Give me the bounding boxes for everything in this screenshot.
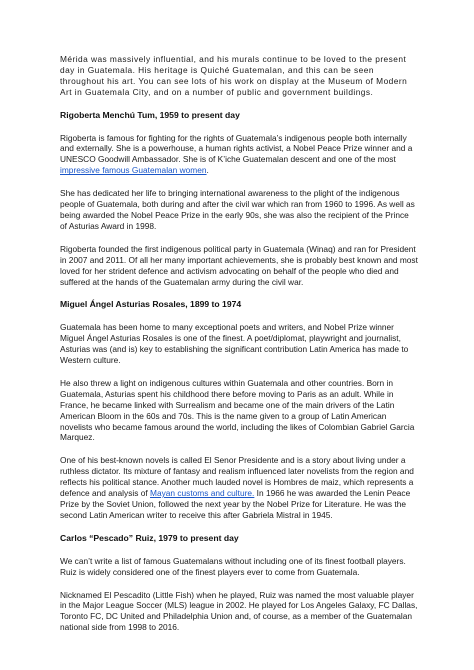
rigoberta-paragraph-1: [60, 133, 418, 177]
miguel-paragraph-2: He also threw a light on indigenous cultures within Guatemala and other countries. Born in Guatemala, Asturias spent his childhood there before moving to Paris as an adult. While in France, he became linked with Surrealism and became one of the main drivers of the Latin American Bloom in the 60s and 70s. This is the name given to a group of Latin American novelists who became famous around the world, including the likes of Colombian Gabriel Garcia Marquez.: [60, 377, 415, 443]
rigoberta-paragraph-3: Rigoberta founded the first indigenous political party in Guatemala (Winaq) and ran for President in 2007 and 2011. Of all her many important achievements, she is probably best known and most loved for her strident defence and activism advocating on behalf of the people who died and suffered at the hands of the Guatemalan army during the civil war.: [60, 243, 418, 287]
rigoberta-paragraph-2: She has dedicated her life to bringing international awareness to the plight of the indigenous people of Guatemala, both during and after the civil war which ran from 1960 to 1996. As well as being awarded the Nobel Peace Prize in the early 90s, she was also the recipient of the Prince of Asturias Award in 1998.: [60, 188, 415, 231]
mayan-customs-link[interactable]: Mayan customs and culture.: [150, 488, 255, 499]
miguel-p3-end: In 1966 he was awarded the Lenin Peace Prize by the Soviet Union, followed the next year by the Nobel Prize for Literature. He was the second Latin American writer to receive this after Gabriela Mistral in 1945.: [60, 488, 411, 520]
miguel-paragraph-1: Guatemala has been home to many exceptional poets and writers, and Nobel Prize winner Miguel Ángel Asturias Rosales is one of the finest. A poet/diplomat, playwright and journalist, Asturias was (and is) key to establishing the significant contribution Latin America has made to Western culture.: [60, 322, 409, 366]
intro-paragraph: [60, 54, 418, 98]
rigoberta-heading: Rigoberta Menchú Tum, 1959 to present day: [60, 109, 240, 120]
miguel-p3-text: One of his best-known novels is called El Senor Presidente and is a story about living under a ruthless dictator. Its mixture of fantasy and realism influenced later novelists from the region and reflects his political stance. Another much lauded novel is Hombres de maiz, which represents a defence and analysis of: [60, 455, 414, 499]
miguel-heading: Miguel Ángel Asturias Rosales, 1899 to 1974: [60, 299, 242, 310]
intro-text: Mérida was massively influential, and his murals continue to be loved to the present day in Guatemala. His heritage is Quiché Guatemalan, and this can be seen throughout his art. You can see lots of his work on display at the Museum of Modern Art in Guatemala City, and on a number of public and government buildings.: [60, 54, 408, 97]
rigoberta-p1-end: .: [206, 165, 209, 176]
guatemalan-women-link[interactable]: impressive famous Guatemalan women: [60, 165, 207, 176]
carlos-heading: Carlos “Pescado” Ruiz, 1979 to present day: [60, 532, 239, 543]
rigoberta-p1-text: Rigoberta is famous for fighting for the rights of Guatemala’s indigenous people both internally and externally. She is a powerhouse, a human rights activist, a Nobel Peace Prize winner and a UNESCO Goodwill Ambassador. She is of K’iche Guatemalan descent and one of the most: [60, 132, 413, 165]
carlos-paragraph-2: Nicknamed El Pescadito (Little Fish) when he played, Ruiz was named the most valuable player in the Major League Soccer (MLS) league in 2002. He played for Los Angeles Galaxy, FC Dallas, Toronto FC, DC United and Philadelphia Union and, of course, as a member of the Guatemalan national side from 1998 to 2016.: [60, 589, 418, 633]
miguel-paragraph-3: [60, 455, 418, 520]
carlos-paragraph-1: We can’t write a list of famous Guatemalans without including one of its finest football players. Ruiz is widely considered one of the finest players ever to come from Guatemala.: [60, 555, 406, 577]
